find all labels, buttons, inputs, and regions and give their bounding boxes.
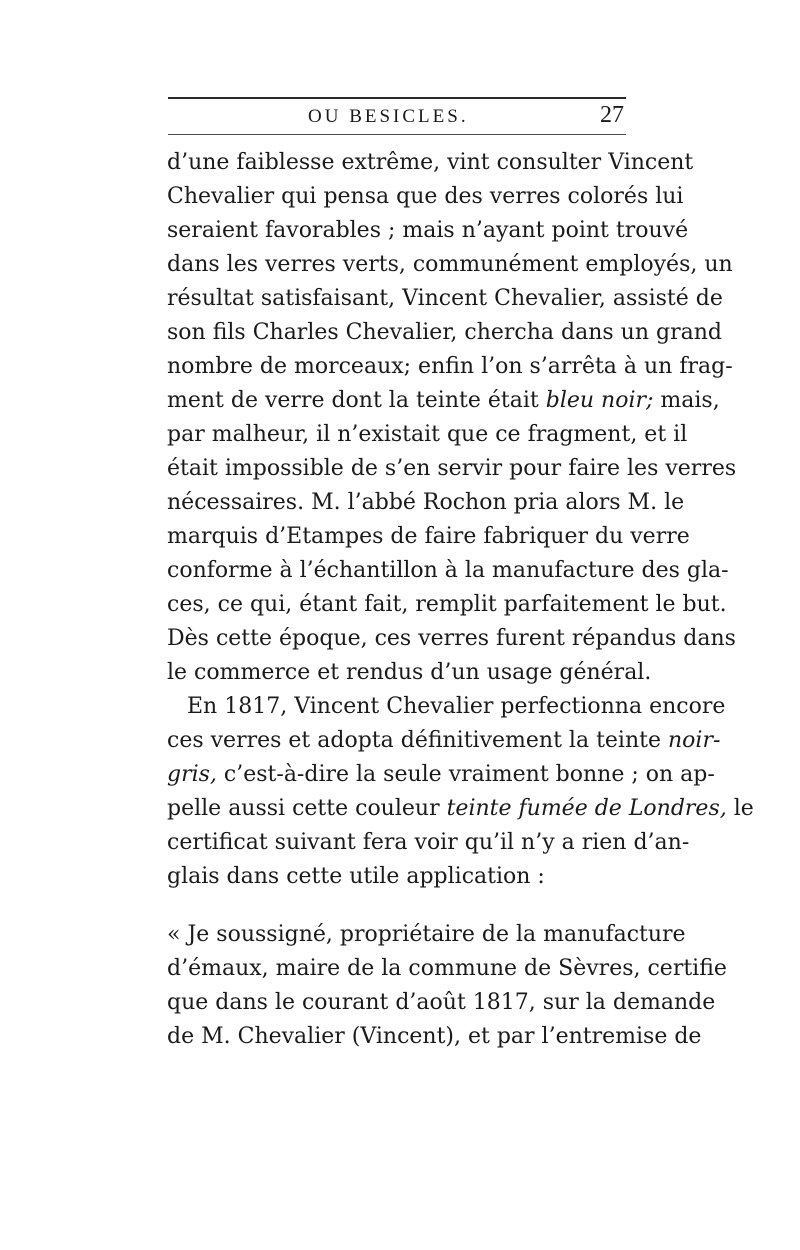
page-number: 27 [600,102,624,128]
text-segment: ment de verre dont la teinte était [167,388,539,413]
text-line: de M. Chevalier (Vincent), et par l’entremise de [167,1024,702,1049]
text-line: que dans le courant d’août 1817, sur la demande [167,990,716,1015]
paragraph [167,690,754,894]
text-line: conforme à l’échantillon à la manufacture des gla- [167,558,729,583]
text-line: seraient favorables ; mais n’ayant point trouvé [167,218,689,243]
text-segment: le [733,796,754,821]
text-line [167,792,754,826]
text-line [167,384,720,418]
header-top-rule [168,97,626,99]
text-line [167,724,721,758]
text-line: En 1817, Vincent Chevalier perfectionna encore [187,694,726,719]
text-line: nombre de morceaux; enfin l’on s’arrêta à un frag- [167,354,733,379]
text-line: nécessaires. M. l’abbé Rochon pria alors M. le [167,490,685,515]
text-segment: pelle aussi cette couleur [167,796,440,821]
text-line: par malheur, il n’existait que ce fragment, et il [167,422,688,447]
text-line: était impossible de s’en servir pour faire les verres [167,456,737,481]
text-line: dans les verres verts, communément employés, un [167,252,733,277]
text-segment: c’est-à-dire la seule vraiment bonne ; on ap- [223,762,715,787]
text-line: le commerce et rendus d’un usage général. [167,660,652,685]
text-line: résultat satisfaisant, Vincent Chevalier, assisté de [167,286,723,311]
text-line: « Je soussigné, propriétaire de la manufacture [167,922,686,947]
page-header [168,104,626,132]
italic-phrase: teinte fumée de Londres, [446,796,727,821]
running-title: OU BESICLES. [308,106,469,127]
body-text [167,146,754,1054]
italic-phrase: gris, [167,762,217,787]
text-line: ces, ce qui, étant fait, remplit parfaitement le but. [167,592,727,617]
text-line: son fils Charles Chevalier, chercha dans un grand [167,320,722,345]
italic-phrase: bleu noir; [545,388,654,413]
text-line: marquis d’Etampes de faire fabriquer du verre [167,524,690,549]
italic-phrase: noir- [668,728,721,753]
text-line [167,758,715,792]
text-segment: mais, [660,388,720,413]
paragraph [167,918,727,1054]
paragraph-gap [167,894,629,918]
text-line: Chevalier qui pensa que des verres colorés lui [167,184,684,209]
text-segment: ces verres et adopta définitivement la teinte [167,728,662,753]
header-bottom-rule [168,134,626,135]
text-line: Dès cette époque, ces verres furent répandus dans [167,626,736,651]
text-line: glais dans cette utile application : [167,864,545,889]
text-line: certificat suivant fera voir qu’il n’y a rien d’an- [167,830,690,855]
text-line: d’une faiblesse extrême, vint consulter Vincent [167,150,694,175]
text-line: d’émaux, maire de la commune de Sèvres, certifie [167,956,727,981]
paragraph [167,146,737,690]
